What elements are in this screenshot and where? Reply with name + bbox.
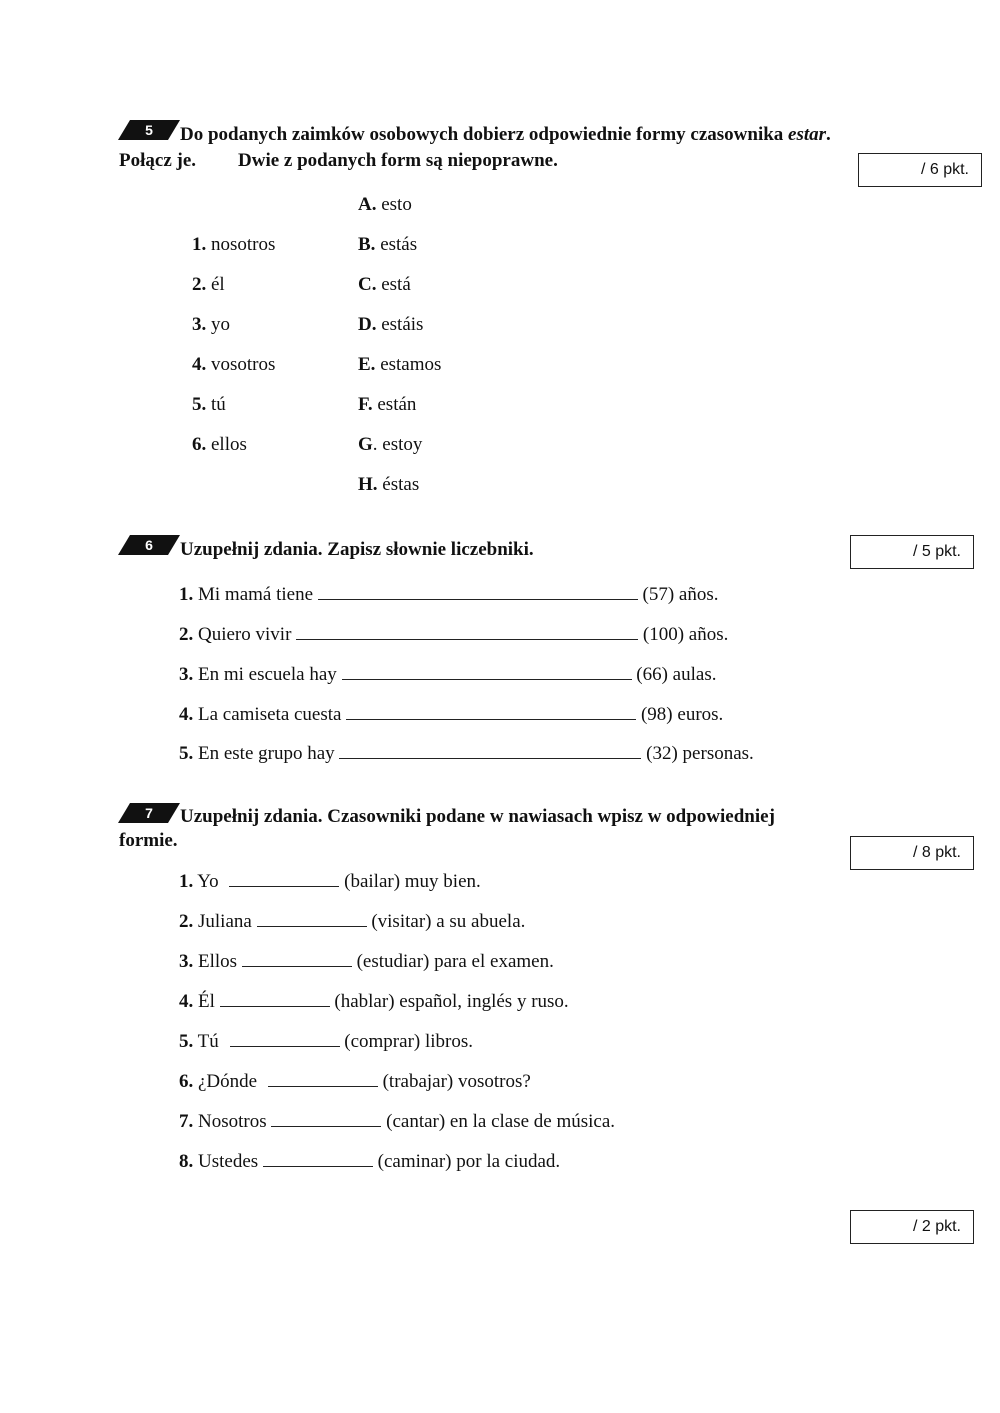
pronoun-item: 1. nosotros <box>192 234 276 255</box>
verb-sentence: 4. Él (hablar) español, inglés y ruso. <box>179 991 569 1012</box>
exercise-5-title-line2a: Połącz je. <box>119 150 197 171</box>
pronoun-item: 4. vosotros <box>192 354 276 375</box>
answer-blank[interactable] <box>271 1110 381 1127</box>
exercise-7-badge <box>118 803 178 823</box>
verb-form-item: B. estás <box>358 234 418 255</box>
pronoun-item: 2. él <box>192 274 225 295</box>
exercise-5-title-line1 <box>180 124 831 146</box>
exercise-7-score-box[interactable]: / 8 pkt. <box>850 836 974 870</box>
answer-blank[interactable] <box>296 623 638 640</box>
verb-form-item: C. está <box>358 274 411 295</box>
answer-blank[interactable] <box>339 742 641 759</box>
answer-blank[interactable] <box>268 1070 378 1087</box>
answer-blank[interactable] <box>263 1150 373 1167</box>
exercise-5-title-period: . <box>826 124 831 145</box>
verb-sentence: 1. Yo (bailar) muy bien. <box>179 871 481 892</box>
answer-blank[interactable] <box>342 663 632 680</box>
exercise-7-title-line1: Uzupełnij zdania. Czasowniki podane w nawiasach wpisz w odpowiedniej <box>180 806 775 827</box>
answer-blank[interactable] <box>230 1030 340 1047</box>
exercise-5-badge <box>118 120 178 140</box>
verb-form-item: H. éstas <box>358 474 420 495</box>
verb-form-item: A. esto <box>358 194 412 215</box>
exercise-8-score-box[interactable]: / 2 pkt. <box>850 1210 974 1244</box>
numeral-sentence: 4. La camiseta cuesta (98) euros. <box>179 704 724 725</box>
exercise-5-title-line2b: Dwie z podanych form są niepoprawne. <box>238 150 558 171</box>
verb-sentence: 6. ¿Dónde (trabajar) vosotros? <box>179 1071 531 1092</box>
numeral-sentence: 5. En este grupo hay (32) personas. <box>179 743 754 764</box>
exercise-7-number: 7 <box>145 805 153 821</box>
pronoun-item: 3. yo <box>192 314 230 335</box>
exercise-5-title-verb: estar <box>788 124 827 145</box>
numeral-sentence: 2. Quiero vivir (100) años. <box>179 624 729 645</box>
exercise-5-number: 5 <box>145 122 153 138</box>
exercise-6-score-box[interactable]: / 5 pkt. <box>850 535 974 569</box>
answer-blank[interactable] <box>229 870 339 887</box>
exercise-6-number: 6 <box>145 537 153 553</box>
verb-form-item: F. están <box>358 394 417 415</box>
exercise-5-score-box[interactable]: / 6 pkt. <box>858 153 982 187</box>
exercise-badge-shape <box>118 120 180 140</box>
pronoun-item: 6. ellos <box>192 434 247 455</box>
exercise-badge-shape <box>118 803 180 823</box>
exercise-6-title: Uzupełnij zdania. Zapisz słownie liczebniki. <box>180 539 534 560</box>
numeral-sentence: 3. En mi escuela hay (66) aulas. <box>179 664 717 685</box>
answer-blank[interactable] <box>257 910 367 927</box>
answer-blank[interactable] <box>346 703 636 720</box>
verb-form-item: D. estáis <box>358 314 424 335</box>
exercise-6-badge <box>118 535 178 555</box>
verb-sentence: 3. Ellos (estudiar) para el examen. <box>179 951 554 972</box>
answer-blank[interactable] <box>220 990 330 1007</box>
exercise-badge-shape <box>118 535 180 555</box>
answer-blank[interactable] <box>318 583 638 600</box>
verb-sentence: 5. Tú (comprar) libros. <box>179 1031 473 1052</box>
exercise-7-title-line2: formie. <box>119 830 178 851</box>
verb-sentence: 2. Juliana (visitar) a su abuela. <box>179 911 526 932</box>
answer-blank[interactable] <box>242 950 352 967</box>
numeral-sentence: 1. Mi mamá tiene (57) años. <box>179 584 719 605</box>
verb-form-item: G. estoy <box>358 434 423 455</box>
pronoun-item: 5. tú <box>192 394 226 415</box>
verb-form-item: E. estamos <box>358 354 442 375</box>
exercise-5-title-text: Do podanych zaimków osobowych dobierz odpowiednie formy czasownika <box>180 124 789 145</box>
verb-sentence: 7. Nosotros (cantar) en la clase de música. <box>179 1111 616 1132</box>
verb-sentence: 8. Ustedes (caminar) por la ciudad. <box>179 1151 561 1172</box>
